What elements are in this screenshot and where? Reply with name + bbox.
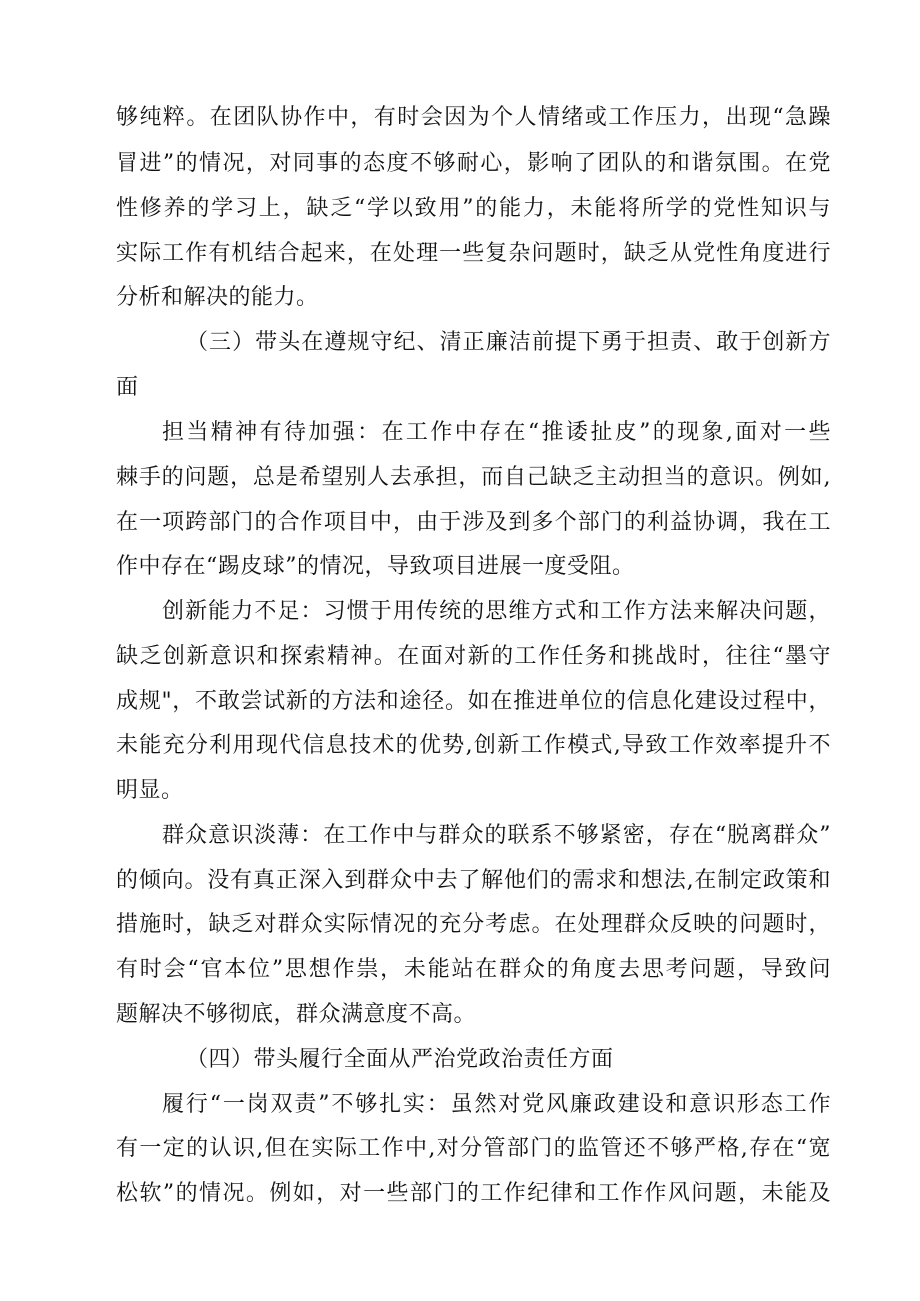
text-line: 担当精神有待加强：在工作中存在“推诿扯皮”的现象,面对一些 — [162, 420, 831, 445]
text-line: 明显。 — [116, 778, 184, 803]
text-line: 有一定的认识,但在实际工作中,对分管部门的监管还不够严格,存在“宽 — [116, 1136, 831, 1161]
text-line: 棘手的问题，总是希望别人去承担，而自己缺乏主动担当的意识。例如, — [116, 465, 831, 490]
text-line: 实际工作有机结合起来，在处理一些复杂问题时，缺乏从党性角度进行 — [116, 241, 831, 266]
text-line: 够纯粹。在团队协作中，有时会因为个人情绪或工作压力，出现“急躁 — [116, 105, 831, 130]
text-line: 分析和解决的能力。 — [116, 285, 319, 310]
text-line: 创新能力不足：习惯于用传统的思维方式和工作方法来解决问题， — [162, 599, 831, 624]
text-line: 群众意识淡薄：在工作中与群众的联系不够紧密，存在“脱离群众” — [162, 823, 831, 848]
text-line: 措施时，缺乏对群众实际情况的充分考虑。在处理群众反映的问题时， — [116, 912, 831, 937]
text-line: 题解决不够彻底，群众满意度不高。 — [116, 1002, 477, 1027]
text-line: 在一项跨部门的合作项目中，由于涉及到多个部门的利益协调，我在工 — [116, 510, 831, 535]
text-line: 缺乏创新意识和探索精神。在面对新的工作任务和挑战时，往往“墨守 — [116, 644, 831, 669]
section-heading-3-cont: 面 — [116, 375, 139, 400]
text-line: 松软”的情况。例如，对一些部门的工作纪律和工作作风问题，未能及 — [116, 1181, 831, 1206]
text-line: 履行“一岗双责”不够扎实：虽然对党风廉政建设和意识形态工作 — [162, 1092, 831, 1117]
text-line: 冒进”的情况，对同事的态度不够耐心，影响了团队的和谐氛围。在党 — [116, 151, 831, 176]
section-heading-4: （四）带头履行全面从严治党政治责任方面 — [186, 1047, 614, 1072]
text-line: 的倾向。没有真正深入到群众中去了解他们的需求和想法,在制定政策和 — [116, 868, 831, 893]
text-line: 性修养的学习上，缺乏“学以致用”的能力，未能将所学的党性知识与 — [116, 196, 831, 221]
section-heading-3: （三）带头在遵规守纪、清正廉洁前提下勇于担责、敢于创新方 — [186, 330, 831, 355]
text-line: 未能充分利用现代信息技术的优势,创新工作模式,导致工作效率提升不 — [116, 733, 831, 758]
text-line: 作中存在“踢皮球”的情况，导致项目进展一度受阻。 — [116, 554, 635, 579]
text-line: 成规"，不敢尝试新的方法和途径。如在推进单位的信息化建设过程中， — [116, 689, 831, 714]
text-line: 有时会“官本位”思想作祟，未能站在群众的角度去思考问题，导致问 — [116, 957, 831, 982]
